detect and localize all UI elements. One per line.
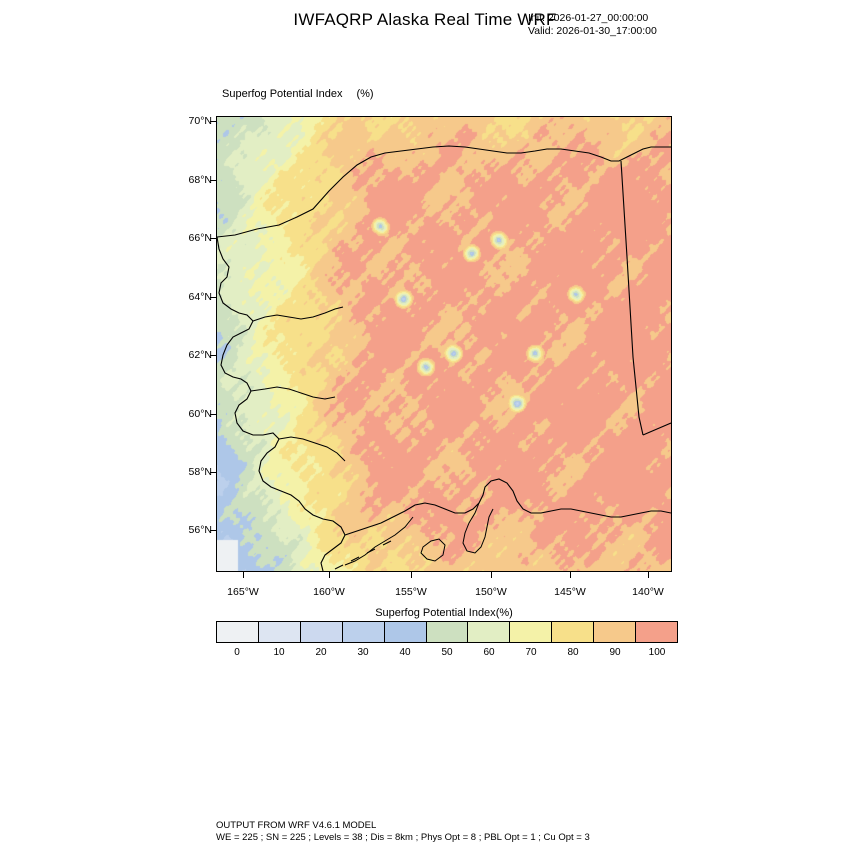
- colorbar-swatch-9: [594, 622, 636, 642]
- colorbar-swatch-0: [217, 622, 259, 642]
- colorbar-title-text: Superfog Potential Index: [375, 607, 496, 619]
- norton-sound-path: [253, 307, 343, 321]
- init-time: Init: 2026-01-27_00:00:00: [528, 12, 649, 24]
- plot-title-text: Superfog Potential Index: [222, 88, 343, 100]
- colorbar-swatch-3: [343, 622, 385, 642]
- x-tick-4: [570, 572, 571, 578]
- x-axis-label-140w: 140°W: [632, 586, 664, 598]
- kodiak-island-path: [421, 539, 445, 561]
- colorbar-tick-70: 70: [525, 647, 537, 658]
- colorbar-swatch-2: [301, 622, 343, 642]
- map-panel[interactable]: [216, 116, 672, 572]
- colorbar-swatch-5: [427, 622, 469, 642]
- x-tick-3: [491, 572, 492, 578]
- colorbar-tick-40: 40: [399, 647, 411, 658]
- y-axis-label-66n: 66°N: [188, 232, 212, 244]
- x-axis-label-150w: 150°W: [475, 586, 507, 598]
- southeast-border-path: [643, 423, 671, 435]
- plot-title-units: (%): [356, 88, 374, 100]
- x-tick-1: [329, 572, 330, 578]
- colorbar-swatch-6: [468, 622, 510, 642]
- x-axis-label-155w: 155°W: [395, 586, 427, 598]
- model-run-info: [528, 12, 657, 38]
- x-tick-0: [243, 572, 244, 578]
- y-axis-label-64n: 64°N: [188, 291, 212, 303]
- colorbar-tick-0: 0: [234, 647, 240, 658]
- colorbar-swatch-4: [385, 622, 427, 642]
- canada-border-path: [621, 161, 643, 435]
- colorbar-swatch-8: [552, 622, 594, 642]
- colorbar: [216, 621, 678, 643]
- colorbar-tick-80: 80: [567, 647, 579, 658]
- colorbar-tick-60: 60: [483, 647, 495, 658]
- aleutian-chain-path: [335, 541, 391, 569]
- arctic-coast-path: [217, 146, 671, 237]
- plot-title: [222, 88, 374, 100]
- y-axis-label-56n: 56°N: [188, 524, 212, 536]
- x-tick-2: [411, 572, 412, 578]
- x-tick-5: [648, 572, 649, 578]
- kenai-peninsula-path: [463, 503, 493, 553]
- valid-time: Valid: 2026-01-30_17:00:00: [528, 25, 657, 37]
- colorbar-swatch-10: [636, 622, 677, 642]
- colorbar-tick-50: 50: [441, 647, 453, 658]
- page-title: IWFAQRP Alaska Real Time WRF: [293, 10, 557, 29]
- coastline-overlay: [217, 117, 671, 571]
- footer: [216, 820, 590, 844]
- x-axis-label-160w: 160°W: [313, 586, 345, 598]
- x-axis-label-145w: 145°W: [554, 586, 586, 598]
- west-coast-path: [217, 237, 345, 571]
- colorbar-title: [216, 607, 672, 619]
- y-axis-label-58n: 58°N: [188, 466, 212, 478]
- y-axis-label-60n: 60°N: [188, 408, 212, 420]
- yukon-delta-path: [279, 437, 345, 461]
- colorbar-tick-30: 30: [357, 647, 369, 658]
- footer-line-2: WE = 225 ; SN = 225 ; Levels = 38 ; Dis = 8km ; Phys Opt = 8 ; PBL Opt = 1 ; Cu Opt = 3: [216, 832, 590, 843]
- y-axis-label-62n: 62°N: [188, 349, 212, 361]
- colorbar-swatch-1: [259, 622, 301, 642]
- colorbar-swatch-7: [510, 622, 552, 642]
- south-coast-path: [345, 479, 671, 535]
- colorbar-tick-100: 100: [648, 647, 666, 658]
- y-axis-label-68n: 68°N: [188, 174, 212, 186]
- y-axis-label-70n: 70°N: [188, 115, 212, 127]
- colorbar-tick-90: 90: [609, 647, 621, 658]
- colorbar-tick-20: 20: [315, 647, 327, 658]
- footer-line-1: OUTPUT FROM WRF V4.6.1 MODEL: [216, 820, 377, 831]
- colorbar-tick-10: 10: [273, 647, 285, 658]
- x-axis-label-165w: 165°W: [227, 586, 259, 598]
- kotzebue-sound-path: [251, 387, 335, 399]
- colorbar-title-units: (%): [495, 607, 513, 619]
- colorbar-labels: [216, 647, 678, 663]
